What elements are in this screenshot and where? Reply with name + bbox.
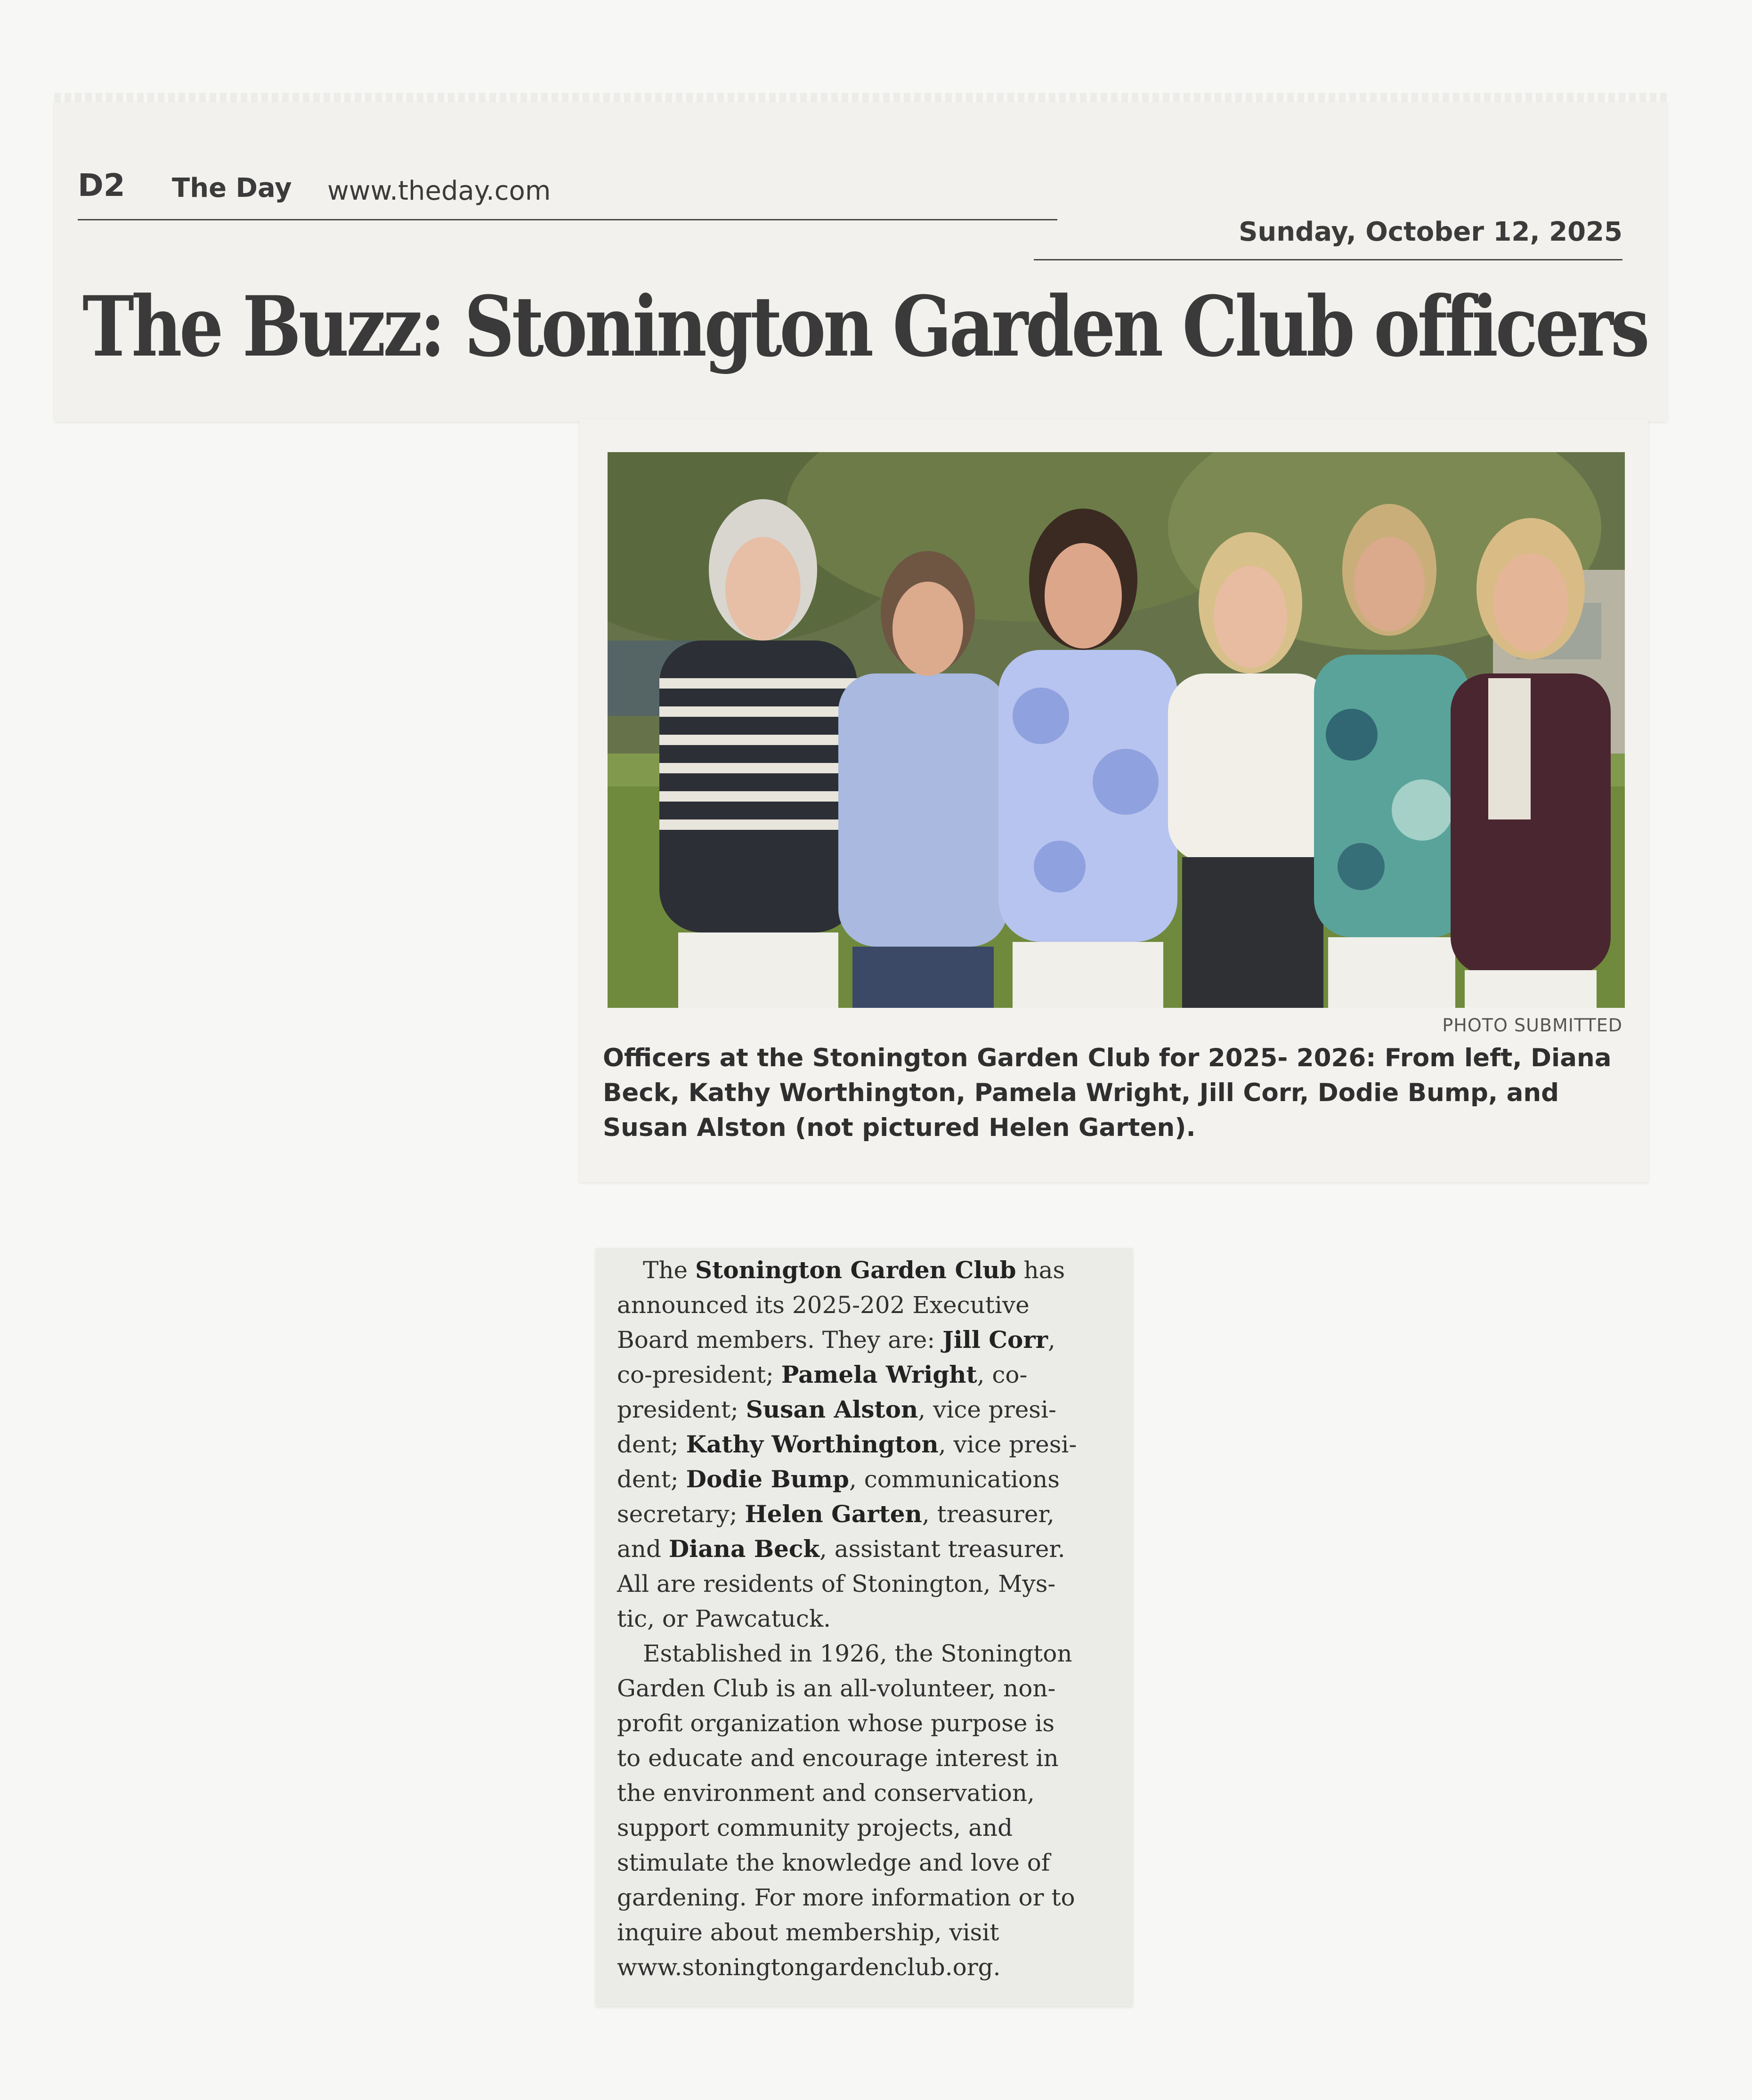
article-line: announced its 2025-202 Executive (617, 1291, 1030, 1319)
newspaper-url: www.theday.com (327, 176, 551, 206)
photo-credit: PHOTO SUBMITTED (1442, 1015, 1622, 1036)
caption-line: Susan Alston (not pictured Helen Garten). (603, 1113, 1196, 1142)
officer-name: Diana Beck (668, 1535, 819, 1563)
photo-clipping (579, 419, 1648, 1182)
officer-name: Kathy Worthington (686, 1430, 939, 1458)
article-clipping (596, 1248, 1133, 2006)
caption-line: Beck, Kathy Worthington, Pamela Wright, Jill Corr, Dodie Bump, and (603, 1078, 1559, 1107)
officer-name: Pamela Wright (781, 1361, 977, 1388)
article-line: Established in 1926, the Stonington (643, 1640, 1072, 1667)
photo-caption (603, 1041, 1630, 1145)
club-website-link: www.stoningtongardenclub.org. (617, 1954, 1001, 1981)
folio-rule-left (78, 219, 1057, 220)
header-clipping (54, 101, 1667, 422)
article-line: president; Susan Alston, vice presi- (617, 1395, 1056, 1423)
article-line: support community projects, and (617, 1814, 1013, 1841)
newspaper-name: The Day (172, 173, 292, 203)
article-line: dent; Kathy Worthington, vice presi- (617, 1430, 1077, 1458)
article-line: Garden Club is an all-volunteer, non- (617, 1675, 1056, 1702)
article-line: Board members. They are: Jill Corr, (617, 1326, 1055, 1354)
article-line: tic, or Pawcatuck. (617, 1605, 831, 1632)
caption-line: Officers at the Stonington Garden Club for 2025- 2026: From left, Diana (603, 1044, 1612, 1072)
article-line: co-president; Pamela Wright, co- (617, 1361, 1028, 1388)
article-line: gardening. For more information or to (617, 1884, 1075, 1911)
officer-name: Jill Corr (942, 1326, 1048, 1354)
article-body (617, 1253, 1119, 1985)
folio-rule-right (1034, 259, 1622, 260)
article-line: dent; Dodie Bump, communications (617, 1465, 1060, 1493)
article-paragraph-2 (617, 1636, 1119, 1985)
publication-date: Sunday, October 12, 2025 (1239, 217, 1622, 247)
group-photo (608, 452, 1625, 1008)
article-line: The Stonington Garden Club has (643, 1256, 1065, 1284)
headline: The Buzz: Stonington Garden Club officers (82, 278, 1647, 375)
article-paragraph-1 (617, 1253, 1119, 1636)
club-name: Stonington Garden Club (695, 1256, 1016, 1284)
folio-line (78, 167, 1646, 210)
group-photo-illustration (608, 452, 1625, 1008)
article-line: secretary; Helen Garten, treasurer, (617, 1500, 1054, 1528)
article-line: to educate and encourage interest in (617, 1744, 1059, 1772)
officer-name: Susan Alston (746, 1395, 918, 1423)
article-line: All are residents of Stonington, Mys- (617, 1570, 1056, 1597)
article-line: inquire about membership, visit (617, 1919, 999, 1946)
article-line: the environment and conservation, (617, 1779, 1035, 1807)
article-line: stimulate the knowledge and love of (617, 1849, 1050, 1876)
officer-name: Helen Garten (745, 1500, 922, 1528)
page-number: D2 (78, 167, 125, 203)
article-line: profit organization whose purpose is (617, 1710, 1055, 1737)
officer-name: Dodie Bump (686, 1465, 850, 1493)
article-line: and Diana Beck, assistant treasurer. (617, 1535, 1065, 1563)
